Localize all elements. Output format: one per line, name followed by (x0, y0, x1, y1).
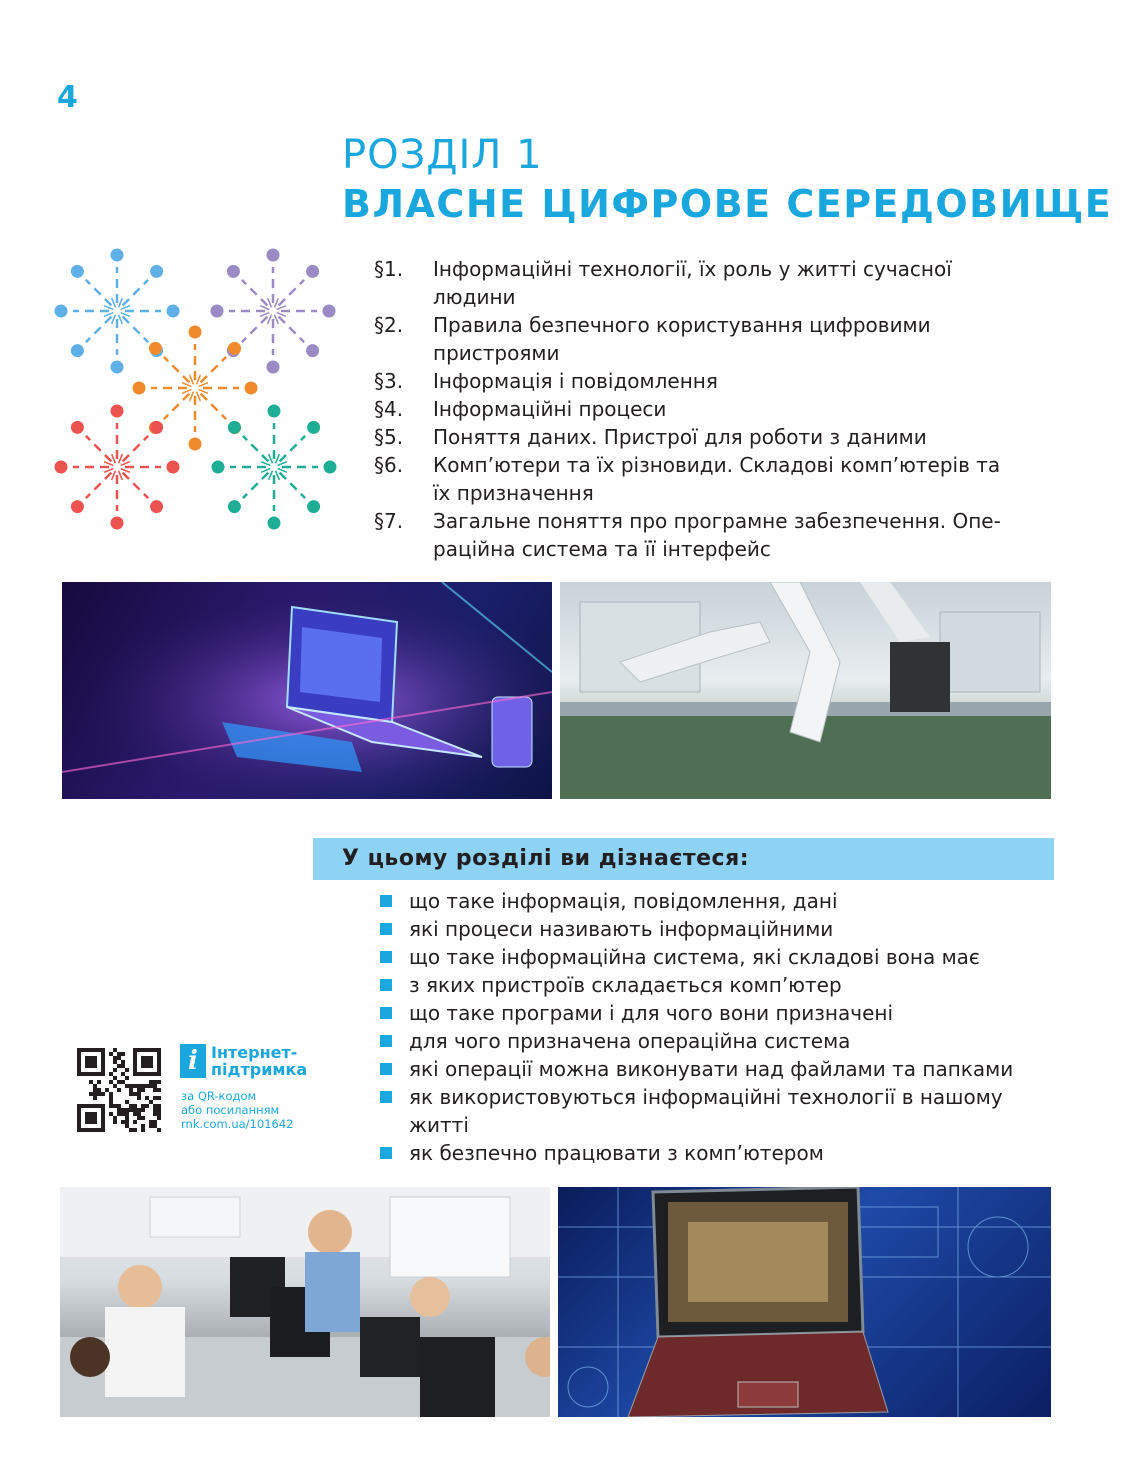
isometric-laptop-photo (62, 582, 552, 799)
table-of-contents (374, 255, 1014, 563)
support-note-line: або посиланням (181, 1103, 280, 1117)
support-title (211, 1044, 307, 1078)
bullet-icon (380, 1035, 392, 1047)
toc-item[interactable] (374, 367, 1014, 395)
toc-item[interactable] (374, 507, 1014, 563)
list-item-text: житті (409, 1113, 469, 1137)
toc-text: людини (433, 285, 516, 309)
toc-text: Правила безпечного користування цифровими (433, 313, 931, 337)
internet-support-badge[interactable] (180, 1044, 206, 1078)
list-item (380, 1083, 1040, 1139)
list-item-text: що таке інформаційна система, які складові вона має (409, 945, 980, 969)
list-item (380, 999, 1040, 1027)
list-item-text: для чого призначена операційна система (409, 1029, 851, 1053)
list-item-text: з яких пристроїв складається комп’ютер (409, 973, 842, 997)
support-title-line: підтримка (211, 1060, 308, 1079)
firework-red (55, 405, 180, 530)
list-item (380, 1055, 1040, 1083)
list-item-text: які операції можна виконувати над файлами та папками (409, 1057, 1014, 1081)
toc-number: §1. (374, 257, 404, 281)
support-title-line: Інтернет- (211, 1043, 298, 1062)
section-title: ВЛАСНЕ ЦИФРОВЕ СЕРЕДОВИЩЕ (342, 182, 1113, 226)
toc-text: Інформаційні технології, їх роль у житті сучасної (433, 257, 952, 281)
list-item (380, 943, 1040, 971)
toc-text: їх призначення (433, 481, 594, 505)
info-icon: i (180, 1044, 206, 1078)
bullet-icon (380, 923, 392, 935)
list-item (380, 1027, 1040, 1055)
laptop-blueprint-photo (558, 1187, 1051, 1417)
toc-text: Комп’ютери та їх різновиди. Складові комп’ютерів та (433, 453, 1001, 477)
list-item (380, 887, 1040, 915)
fireworks-decoration (50, 245, 345, 530)
toc-item[interactable] (374, 311, 1014, 367)
list-item-text: що таке інформація, повідомлення, дані (409, 889, 838, 913)
toc-number: §4. (374, 397, 404, 421)
bullet-icon (380, 1147, 392, 1159)
bullet-icon (380, 951, 392, 963)
list-item-text: які процеси називають інформаційними (409, 917, 834, 941)
list-item-text: що таке програми і для чого вони призначені (409, 1001, 894, 1025)
section-label: РОЗДІЛ 1 (342, 132, 543, 178)
bullet-icon (380, 895, 392, 907)
list-item (380, 971, 1040, 999)
bullet-icon (380, 1007, 392, 1019)
toc-item[interactable] (374, 423, 1014, 451)
industrial-robot-photo (560, 582, 1051, 799)
list-item (380, 915, 1040, 943)
list-item-text: як безпечно працювати з комп’ютером (409, 1141, 824, 1165)
bullet-icon (380, 1063, 392, 1075)
toc-item[interactable] (374, 255, 1014, 311)
list-item-text: як використовуються інформаційні технології в нашому (409, 1085, 1003, 1109)
toc-text: Інформаційні процеси (433, 397, 667, 421)
classroom-photo (60, 1187, 550, 1417)
bullet-icon (380, 979, 392, 991)
support-note (181, 1089, 293, 1131)
toc-text: раційна система та її інтерфейс (433, 537, 771, 561)
toc-text: Поняття даних. Пристрої для роботи з даними (433, 425, 927, 449)
page-number: 4 (57, 80, 78, 115)
toc-text: Загальне поняття про програмне забезпечення. Опе- (433, 509, 1001, 533)
toc-text: пристроями (433, 341, 560, 365)
toc-number: §2. (374, 313, 404, 337)
toc-item[interactable] (374, 451, 1014, 507)
support-note-line: за QR-кодом (181, 1089, 257, 1103)
learn-title: У цьому розділі ви дізнаєтеся: (342, 846, 750, 871)
bullet-icon (380, 1091, 392, 1103)
qr-code[interactable] (77, 1047, 161, 1133)
learn-list (380, 887, 1040, 1167)
list-item (380, 1139, 1040, 1167)
toc-number: §6. (374, 453, 404, 477)
toc-number: §3. (374, 369, 404, 393)
firework-purple (211, 249, 336, 374)
support-link[interactable]: rnk.com.ua/101642 (181, 1117, 294, 1131)
firework-blue (55, 249, 180, 374)
toc-number: §5. (374, 425, 404, 449)
toc-item[interactable] (374, 395, 1014, 423)
firework-teal (212, 405, 337, 530)
toc-text: Інформація і повідомлення (433, 369, 718, 393)
toc-number: §7. (374, 509, 404, 533)
